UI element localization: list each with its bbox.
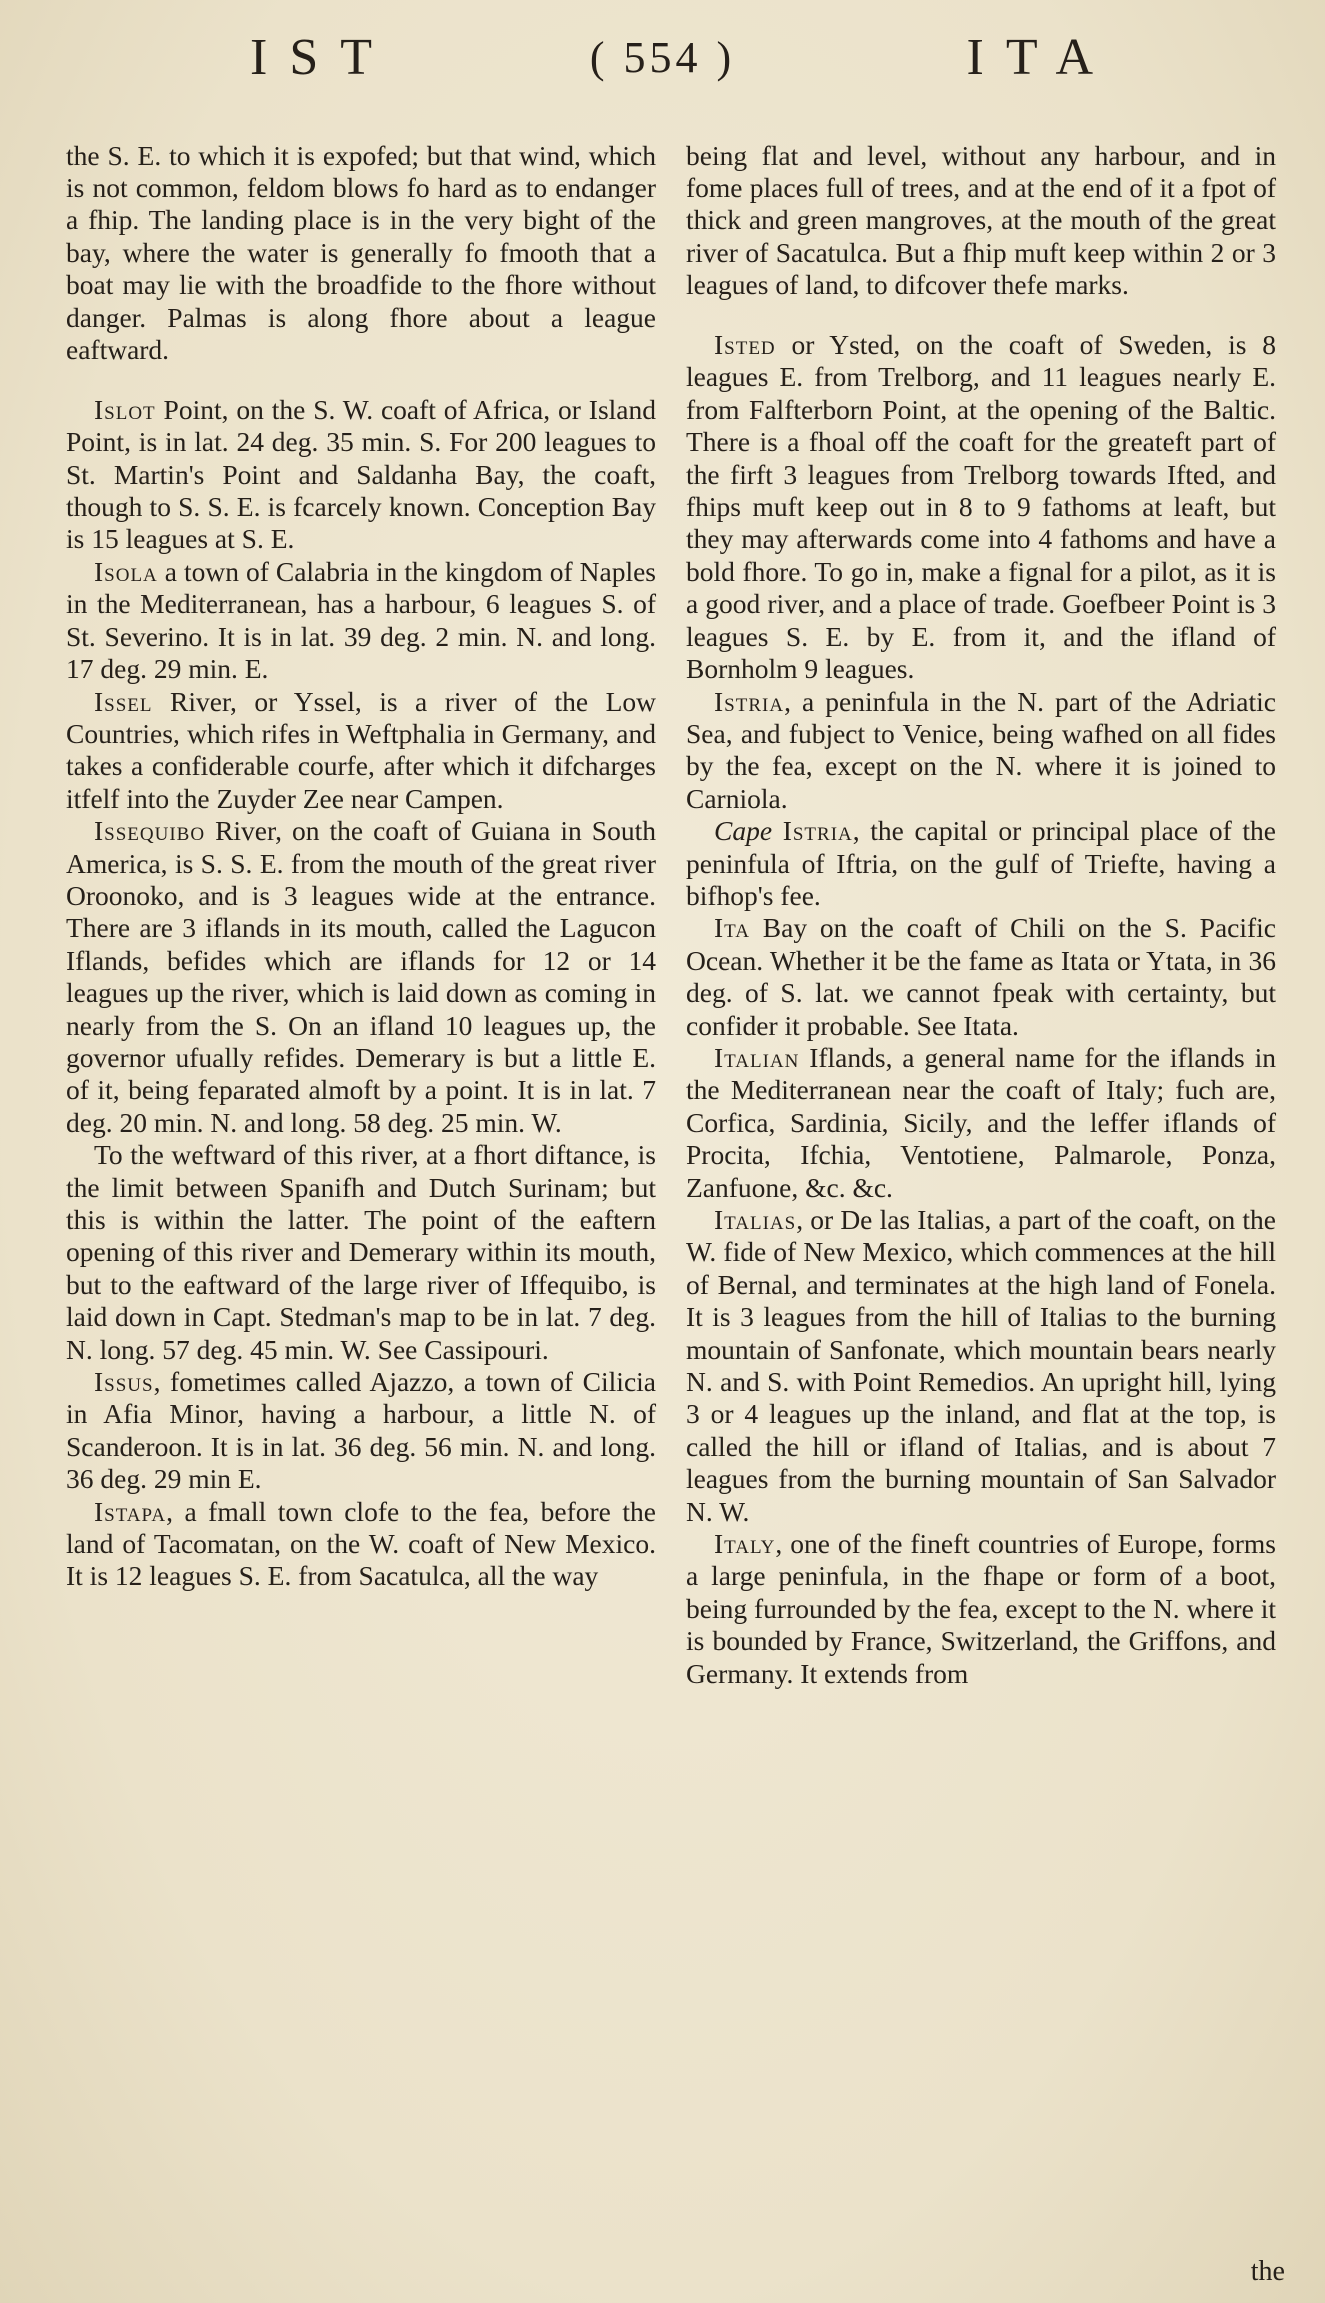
catchword: the — [1250, 2256, 1285, 2287]
entry-text: Iflands, a general name for the iflands in the Mediterranean near the coaft of Italy; fuch are, Corfica, Sardinia, Sicily, and the leffer iflands of Procita, Ifchia, Ventotiene, Palmarole, Ponza, Zanfuone, &c. &c. — [686, 1041, 1277, 1203]
left-column — [66, 112, 656, 1593]
entry-text: River, or Yssel, is a river of the Low Countries, which rifes in Weftphalia in Germany, and takes a confiderable courfe, after which it difcharges itfelf into the Zuyder Zee near Campen. — [66, 685, 656, 814]
page-number: ( 554 ) — [589, 33, 736, 82]
entry-text: To the weftward of this river, at a fhort diftance, is the limit between Spanifh and Dutch Surinam; but this is within the latter. The point of the eaftern opening of this river and Demerary within its mouth, but to the eaftward of the large river of Iffequibo, is laid down in Capt. Stedman's map to be in lat. 7 deg. N. long. 57 deg. 45 min. W. See Cassipouri. — [66, 1139, 656, 1365]
entry-continuation — [66, 140, 656, 367]
entry-text: the S. E. to which it is expofed; but that wind, which is not common, feldom blows fo hard as to endanger a fhip. The landing place is in the very bight of the bay, where the water is generally fo fmooth that a boat may lie with the broadfide to the fhore without danger. Palmas is along fhore about a league eaftward. — [66, 139, 656, 365]
entry-headword: Isola — [94, 555, 158, 587]
entry-text: , or De las Italias, a part of the coaft, on the W. fide of New Mexico, which commences at the hill of Bernal, and terminates at the high land of Fonela. It is 3 leagues from the hill of Italias to the burning mountain of Sanfonate, which mountain bears nearly N. and S. with Point Remedios. An upright hill, lying 3 or 4 leagues up the inland, and flat at the top, is called the hill or ifland of Italias, and is about 7 leagues from the burning mountain of San Salvador N. W. — [686, 1204, 1276, 1527]
running-header — [60, 22, 1265, 94]
entry-headword: Isted — [714, 329, 776, 361]
entry-issel — [66, 686, 656, 816]
entry-istria — [686, 686, 1276, 816]
entry-headword: Issus — [94, 1366, 154, 1398]
header-right-guide-word: ITA — [966, 29, 1115, 86]
entry-text: , the capital or principal place of the peninfula of Iftria, on the gulf of Triefte, having a bifhop's fee. — [686, 815, 1277, 911]
entry-italian — [686, 1042, 1276, 1204]
entry-headword: Islot — [94, 393, 156, 425]
entry-text: , one of the fineft countries of Europe, forms a large peninfula, in the fhape or form of a boot, being furrounded by the fea, except to the N. where it is bounded by France, Switzerland, the Griffons, and Germany. It extends from — [686, 1528, 1276, 1689]
entry-headword: Istapa — [94, 1495, 167, 1527]
entry-text: Bay on the coaft of Chili on the S. Pacific Ocean. Whether it be the fame as Itata or Ytata, in 36 deg. of S. lat. we cannot fpeak with certainty, but confider it probable. See Itata. — [686, 912, 1277, 1041]
entry-isola — [66, 556, 656, 686]
entry-text: River, on the coaft of Guiana in South America, is S. S. E. from the mouth of the great river Oroonoko, and is 3 leagues wide at the entrance. There are 3 iflands in its mouth, called the Lagucon Iflands, befides which are iflands for 12 or 14 leagues up the river, which is laid down as coming in nearly from the S. On an ifland 10 leagues up, the governor ufually refides. Demerary is but a little E. of it, being feparated almoft by a point. It is in lat. 7 deg. 20 min. N. and long. 58 deg. 25 min. W. — [66, 815, 656, 1138]
entry-italy — [686, 1528, 1276, 1690]
entry-italias — [686, 1204, 1276, 1528]
entry-headword: Issequibo — [94, 815, 206, 847]
entry-headword: Istria — [782, 815, 853, 847]
entry-isted — [686, 329, 1276, 685]
entry-text: , a peninfula in the N. part of the Adriatic Sea, and fubject to Venice, being wafhed on all fides by the fea, except on the N. where it is joined to Carniola. — [686, 685, 1276, 814]
entry-text: , a fmall town clofe to the fea, before the land of Tacomatan, on the W. coaft of New Mexico. It is 12 leagues S. E. from Sacatulca, all the way — [66, 1495, 656, 1592]
entry-headword: Istria — [714, 685, 785, 717]
entry-issequibo — [66, 815, 656, 1139]
entry-istapa — [66, 1496, 656, 1593]
header-left-guide-word: IST — [250, 29, 394, 86]
entry-text: Point, on the S. W. coaft of Africa, or Island Point, is in lat. 24 deg. 35 min. S. For 200 leagues to St. Martin's Point and Saldanha Bay, the coaft, though to S. S. E. is fcarcely known. Conception Bay is 15 leagues at S. E. — [66, 393, 656, 555]
entry-text: being flat and level, without any harbour, and in fome places full of trees, and at the end of it a fpot of thick and green mangroves, at the mouth of the great river of Sacatulca. But a fhip muft keep within 2 or 3 leagues of land, to difcover thefe marks. — [686, 139, 1276, 301]
entry-headword: Italy — [714, 1528, 776, 1560]
entry-continuation — [686, 140, 1276, 302]
entry-text: , fometimes called Ajazzo, a town of Cilicia in Afia Minor, having a harbour, a little N. of Scanderoon. It is in lat. 36 deg. 56 min. N. and long. 36 deg. 29 min E. — [66, 1366, 656, 1495]
entry-ita — [686, 912, 1276, 1042]
entry-headword: Ita — [714, 912, 750, 944]
right-column — [686, 112, 1276, 1690]
entry-issequibo-continued — [66, 1139, 656, 1366]
entry-prefix: Cape — [714, 815, 773, 847]
entry-text: or Ysted, on the coaft of Sweden, is 8 leagues E. from Trelborg, and 11 leagues nearly E. from Falfterborn Point, at the opening of the Baltic. There is a fhoal off the coaft for the greateft part of the firft 3 leagues from Trelborg towards Ifted, and fhips muft keep out in 8 to 9 fathoms at leaft, but they may afterwards come into 4 fathoms and have a bold fhore. To go in, make a fignal for a pilot, as it is a good river, and a place of trade. Goefbeer Point is 3 leagues S. E. by E. from it, and the ifland of Bornholm 9 leagues. — [686, 329, 1276, 685]
entry-issus — [66, 1366, 656, 1496]
entry-text: a town of Calabria in the kingdom of Naples in the Mediterranean, has a harbour, 6 leagues S. of St. Severino. It is in lat. 39 deg. 2 min. N. and long. 17 deg. 29 min. E. — [66, 555, 656, 685]
entry-islot — [66, 394, 656, 556]
entry-headword: Italian — [714, 1041, 800, 1073]
entry-cape-istria — [686, 815, 1276, 912]
entry-headword: Issel — [94, 685, 153, 717]
entry-headword: Italias — [714, 1204, 797, 1235]
